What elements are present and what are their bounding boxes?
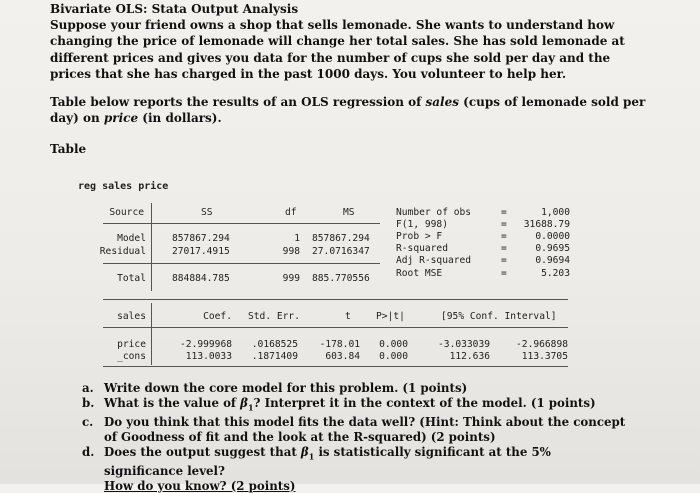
question-letter: b. [82, 395, 95, 410]
coef-header-p: P>|t| [376, 311, 405, 322]
stat-label-adjr2: Adj R-squared [396, 255, 472, 266]
anova-header-source: Source [109, 207, 144, 218]
problem-intro [50, 1, 650, 82]
coef-t-price: -178.01 [319, 339, 360, 350]
stat-label-probf: Prob > F [396, 231, 443, 242]
anova-df-model: 1 [294, 233, 300, 244]
anova-ss-residual: 27017.4915 [172, 246, 230, 257]
stat-value-probf: 0.0000 [535, 231, 570, 242]
anova-ss-total: 884884.785 [172, 273, 230, 284]
coef-p-price: 0.000 [379, 339, 408, 350]
stat-value-adjr2: 0.9694 [535, 255, 570, 266]
coef-lo-price: -3.033039 [438, 339, 490, 350]
question-text: is statistically significant at the 5% significance level? [104, 444, 551, 478]
coef-header-rule [103, 327, 568, 328]
anova-ms-model: 857867.294 [312, 233, 370, 244]
coef-top-rule [103, 299, 568, 300]
anova-header-ms: MS [343, 207, 355, 218]
coef-coef-cons: 113.0033 [185, 351, 232, 362]
anova-total-rule [103, 263, 380, 264]
coef-column-divider [151, 303, 152, 365]
coef-header-se: Std. Err. [248, 311, 300, 322]
stat-label-f: F(1, 998) [396, 219, 448, 230]
anova-header-rule [103, 223, 380, 224]
anova-header-ss: SS [201, 207, 213, 218]
coef-header-coef: Coef. [203, 311, 232, 322]
coef-header-t: t [345, 311, 351, 322]
question-c [74, 415, 634, 445]
question-d [74, 445, 634, 493]
question-text: How do you know? (2 points) [104, 478, 296, 493]
task-price-var: price [103, 111, 139, 125]
task-text-1: Table below reports the results of an OLS regression of [50, 95, 426, 109]
anova-source-total: Total [117, 273, 146, 284]
coef-header-ci: [95% Conf. Interval] [441, 311, 557, 322]
question-text: Write down the core model for this problem. (1 points) [104, 381, 468, 395]
stat-eq-nobs: = [501, 207, 507, 218]
stat-value-rmse: 5.203 [541, 268, 570, 279]
coef-var-price: price [117, 339, 146, 350]
stat-value-f: 31688.79 [523, 219, 570, 230]
stat-eq-probf: = [501, 231, 507, 242]
coef-se-price: .0168525 [251, 339, 298, 350]
question-letter: d. [82, 444, 95, 459]
task-sales-var: sales [425, 95, 459, 109]
anova-ms-residual: 27.0716347 [312, 246, 370, 257]
page-title: Bivariate OLS: Stata Output Analysis [50, 2, 299, 16]
stat-label-r2: R-squared [396, 243, 448, 254]
anova-column-divider [151, 203, 152, 291]
question-list [74, 381, 634, 493]
intro-paragraph: Suppose your friend owns a shop that sells lemonade. She wants to understand how changing the price of lemonade will change her total sales. She has sold lemonade at different prices and gives you data for the number of cups she sold per day and the prices that she has charged in the past 1000 days. You volunteer to help her. [50, 18, 625, 81]
question-text: Does the output suggest that [104, 444, 301, 459]
coef-var-cons: _cons [117, 351, 146, 362]
stata-command: reg sales price [78, 181, 169, 192]
stat-eq-rmse: = [501, 268, 507, 279]
coef-coef-price: -2.999968 [180, 339, 232, 350]
anova-header-df: df [285, 207, 297, 218]
anova-df-total: 999 [282, 273, 300, 284]
task-text-2: (cups of lemonade sold per day) on [50, 95, 646, 125]
coef-se-cons: .1871409 [251, 351, 298, 362]
question-a [74, 381, 634, 396]
anova-df-residual: 998 [282, 246, 300, 257]
question-text: ? Interpret it in the context of the model. (1 points) [253, 395, 596, 410]
anova-source-residual: Residual [99, 246, 146, 257]
coef-lo-cons: 112.636 [449, 351, 490, 362]
stat-eq-r2: = [501, 243, 507, 254]
stat-value-r2: 0.9695 [535, 243, 570, 254]
question-text: Do you think that this model fits the data well? (Hint: Think about the concept of Goodness of fit and the look at the R-squared) (2 points) [104, 414, 626, 444]
question-letter: a. [82, 381, 94, 395]
coef-hi-cons: 113.3705 [521, 351, 568, 362]
task-description [50, 94, 650, 126]
coef-bottom-rule [103, 366, 568, 367]
stat-label-nobs: Number of obs [396, 207, 472, 218]
question-letter: c. [82, 414, 94, 429]
coef-depvar: sales [117, 311, 146, 322]
question-b [74, 396, 634, 415]
anova-ss-model: 857867.294 [172, 233, 230, 244]
question-text: What is the value of [104, 395, 241, 410]
stat-eq-f: = [501, 219, 507, 230]
stat-eq-adjr2: = [501, 255, 507, 266]
stat-label-rmse: Root MSE [396, 268, 443, 279]
anova-source-model: Model [117, 233, 146, 244]
beta-symbol: $\beta_1$ [240, 395, 254, 413]
anova-ms-total: 885.770556 [312, 273, 370, 284]
coef-hi-price: -2.966898 [516, 339, 568, 350]
task-text-3: (in dollars). [138, 111, 222, 125]
coef-t-cons: 603.84 [325, 351, 360, 362]
coef-p-cons: 0.000 [379, 351, 408, 362]
beta-symbol: $\beta_1$ [300, 444, 315, 461]
table-label: Table [50, 142, 87, 156]
stat-value-nobs: 1,000 [541, 207, 570, 218]
